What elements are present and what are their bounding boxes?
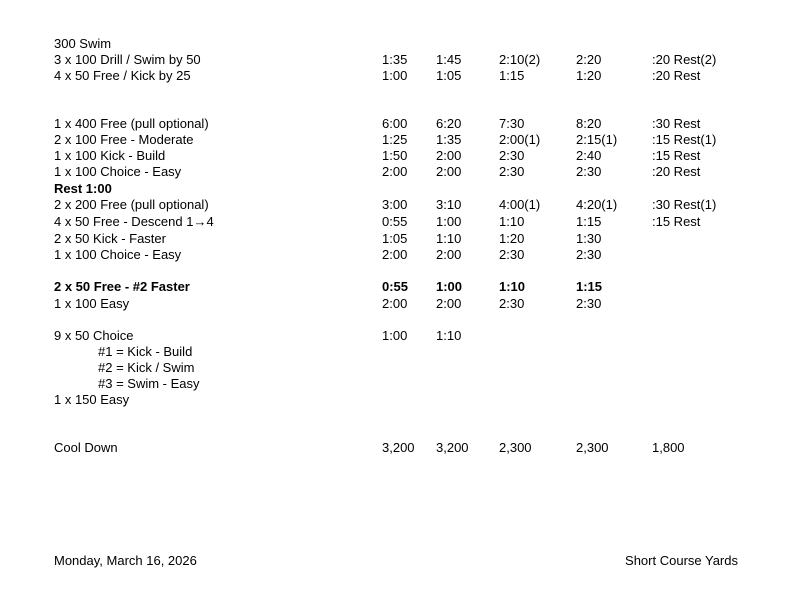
interval-time-1: 1:00 (382, 328, 408, 343)
interval-time-2: 1:00 (436, 214, 462, 229)
interval-time-3: 2:30 (499, 296, 525, 311)
rest-interval: :20 Rest (652, 164, 701, 179)
interval-time-3: 2:00(1) (499, 132, 541, 147)
set-description: 2 x 50 Kick - Faster (54, 231, 166, 246)
interval-time-1: 1:35 (382, 52, 408, 67)
interval-time-4: 2:30 (576, 296, 602, 311)
workout-row (0, 328, 792, 344)
interval-time-2: 2:00 (436, 247, 462, 262)
interval-time-4: 1:15 (576, 214, 602, 229)
set-description: 4 x 50 Free - Descend 1→4 (54, 214, 214, 229)
rest-interval: :20 Rest(2) (652, 52, 717, 67)
workout-row (0, 132, 792, 148)
interval-time-4: 2:30 (576, 247, 602, 262)
set-description: Rest 1:00 (54, 181, 112, 196)
workout-row (0, 148, 792, 164)
interval-time-1: 1:00 (382, 68, 408, 83)
rest-interval: 1,800 (652, 440, 685, 455)
workout-row (0, 214, 792, 230)
interval-time-3: 2:30 (499, 148, 525, 163)
workout-row (0, 392, 792, 408)
set-description: 1 x 150 Easy (54, 392, 130, 407)
interval-time-1: 3,200 (382, 440, 415, 455)
interval-time-2: 1:05 (436, 68, 462, 83)
rest-interval: :15 Rest (652, 214, 701, 229)
set-description: 1 x 100 Easy (54, 296, 130, 311)
interval-time-3: 2,300 (499, 440, 532, 455)
interval-time-4: 1:30 (576, 231, 602, 246)
set-description: 1 x 400 Free (pull optional) (54, 116, 209, 131)
workout-row (0, 376, 792, 392)
set-description: #1 = Kick - Build (98, 344, 193, 359)
interval-time-4: 4:20(1) (576, 197, 618, 212)
interval-time-4: 8:20 (576, 116, 602, 131)
rest-interval: :30 Rest (652, 116, 701, 131)
interval-time-2: 1:10 (436, 328, 462, 343)
interval-time-4: 1:15 (576, 279, 603, 294)
set-description: 1 x 100 Kick - Build (54, 148, 166, 163)
set-description: 3 x 100 Drill / Swim by 50 (54, 52, 201, 67)
set-description: 2 x 50 Free - #2 Faster (54, 279, 190, 294)
workout-row (0, 296, 792, 312)
interval-time-2: 6:20 (436, 116, 462, 131)
interval-time-3: 2:30 (499, 247, 525, 262)
set-description: 4 x 50 Free / Kick by 25 (54, 68, 191, 83)
interval-time-2: 2:00 (436, 164, 462, 179)
interval-time-2: 1:35 (436, 132, 462, 147)
interval-time-3: 1:10 (499, 279, 526, 294)
set-description: 1 x 100 Choice - Easy (54, 247, 182, 262)
interval-time-4: 2,300 (576, 440, 609, 455)
interval-time-3: 2:10(2) (499, 52, 541, 67)
workout-row (0, 164, 792, 180)
footer-course-type: Short Course Yards (625, 553, 738, 568)
interval-time-1: 0:55 (382, 279, 409, 294)
set-description: 2 x 200 Free (pull optional) (54, 197, 209, 212)
set-description: 9 x 50 Choice (54, 328, 134, 343)
workout-row (0, 360, 792, 376)
set-description: 300 Swim (54, 36, 112, 51)
rest-interval: :15 Rest(1) (652, 132, 717, 147)
interval-time-1: 2:00 (382, 164, 408, 179)
interval-time-1: 2:00 (382, 247, 408, 262)
interval-time-3: 1:20 (499, 231, 525, 246)
workout-row (0, 279, 792, 295)
set-description: Cool Down (54, 440, 118, 455)
interval-time-2: 1:45 (436, 52, 462, 67)
set-description: 1 x 100 Choice - Easy (54, 164, 182, 179)
interval-time-1: 0:55 (382, 214, 408, 229)
rest-interval: :20 Rest (652, 68, 701, 83)
interval-time-4: 2:15(1) (576, 132, 618, 147)
workout-row (0, 344, 792, 360)
workout-row (0, 116, 792, 132)
interval-time-4: 2:40 (576, 148, 602, 163)
interval-time-1: 3:00 (382, 197, 408, 212)
workout-row (0, 52, 792, 68)
set-description: #3 = Swim - Easy (98, 376, 200, 391)
interval-time-4: 2:20 (576, 52, 602, 67)
workout-row (0, 231, 792, 247)
interval-time-2: 3,200 (436, 440, 469, 455)
interval-time-2: 1:10 (436, 231, 462, 246)
interval-time-1: 6:00 (382, 116, 408, 131)
footer-date: Monday, March 16, 2026 (54, 553, 197, 568)
interval-time-2: 2:00 (436, 148, 462, 163)
workout-row (0, 440, 792, 456)
interval-time-2: 2:00 (436, 296, 462, 311)
set-description: 2 x 100 Free - Moderate (54, 132, 194, 147)
workout-row (0, 68, 792, 84)
interval-time-1: 1:25 (382, 132, 408, 147)
interval-time-3: 1:15 (499, 68, 525, 83)
workout-row (0, 36, 792, 52)
interval-time-2: 1:00 (436, 279, 463, 294)
interval-time-4: 1:20 (576, 68, 602, 83)
workout-row (0, 181, 792, 197)
set-description: #2 = Kick / Swim (98, 360, 195, 375)
workout-row (0, 197, 792, 213)
interval-time-1: 2:00 (382, 296, 408, 311)
interval-time-4: 2:30 (576, 164, 602, 179)
interval-time-3: 4:00(1) (499, 197, 541, 212)
rest-interval: :30 Rest(1) (652, 197, 717, 212)
workout-row (0, 247, 792, 263)
interval-time-3: 7:30 (499, 116, 525, 131)
interval-time-3: 1:10 (499, 214, 525, 229)
interval-time-1: 1:50 (382, 148, 408, 163)
interval-time-2: 3:10 (436, 197, 462, 212)
interval-time-1: 1:05 (382, 231, 408, 246)
interval-time-3: 2:30 (499, 164, 525, 179)
rest-interval: :15 Rest (652, 148, 701, 163)
